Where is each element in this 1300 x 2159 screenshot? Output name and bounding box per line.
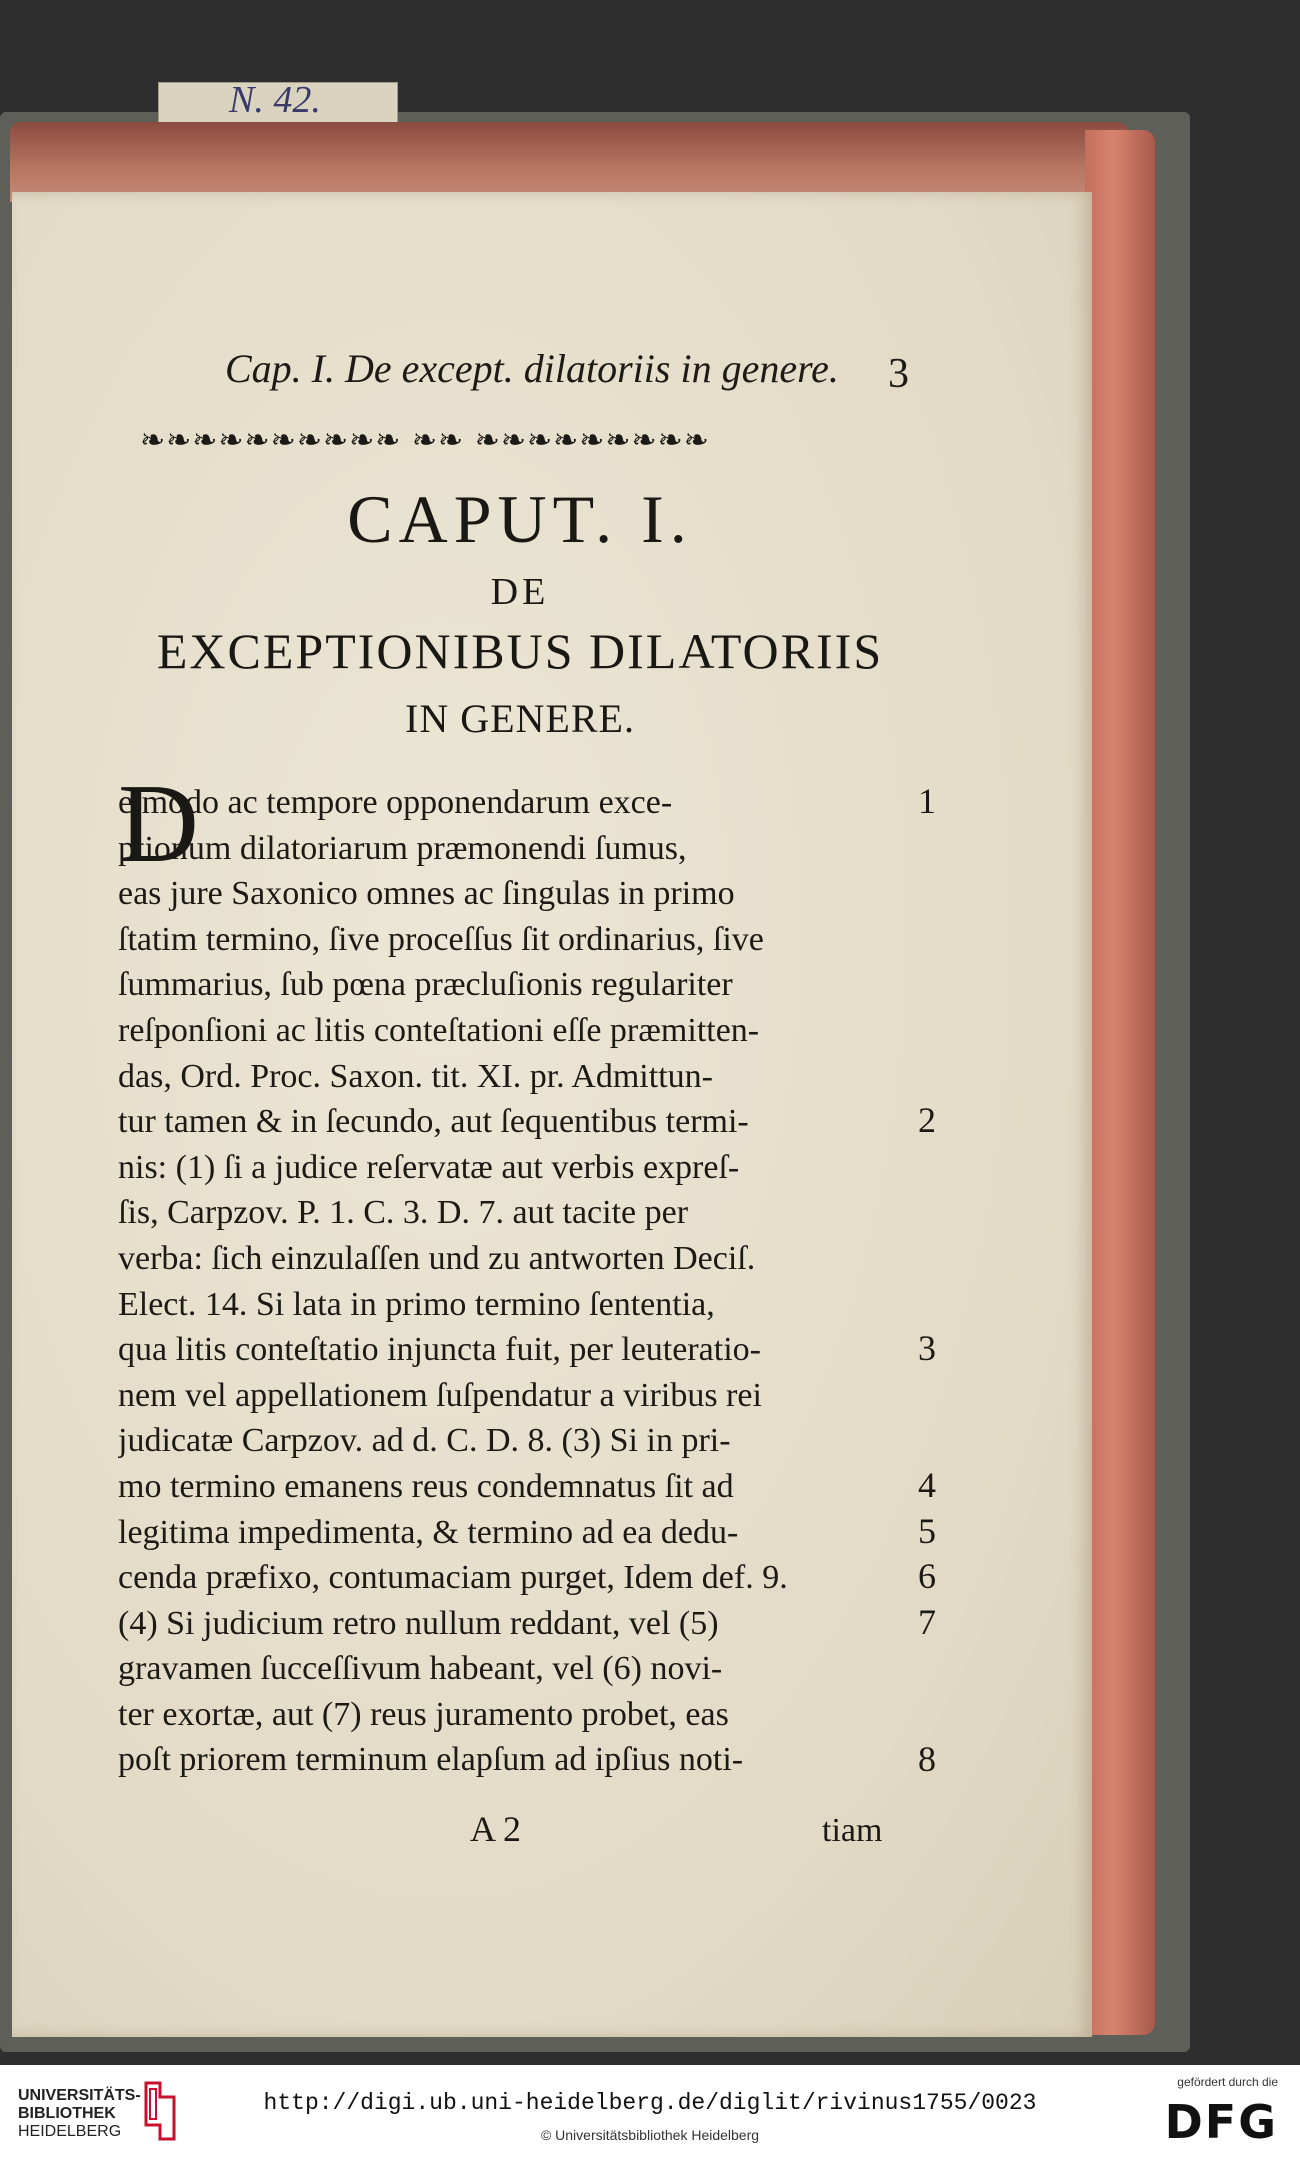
text-line: judicatæ Carpzov. ad d. C. D. 8. (3) Si in pri-: [118, 1422, 731, 1460]
margin-number: 3: [918, 1328, 936, 1369]
drop-capital: D: [118, 762, 199, 886]
margin-number: 6: [918, 1556, 936, 1597]
chapter-subtitle-main: EXCEPTIONIBUS DILATORIIS: [156, 623, 884, 679]
chapter-subtitle-de: DE: [490, 571, 550, 613]
text-line: reſponſioni ac litis conteſtationi eſſe præmitten-: [118, 1011, 760, 1049]
funder-caption: gefördert durch die: [1177, 2075, 1278, 2089]
page-edges-right: [1085, 130, 1155, 2035]
margin-number: 8: [918, 1738, 936, 1779]
margin-number: 4: [918, 1465, 936, 1505]
copyright-notice: © Universitätsbibliothek Heidelberg: [540, 2127, 760, 2143]
text-line: Elect. 14. Si lata in primo termino ſententia,: [118, 1285, 715, 1323]
text-line: tur tamen & in ſecundo, aut ſequentibus termi-: [118, 1103, 749, 1141]
ornament-border: ❧❧❧❧❧❧❧❧❧❧ ❧❧ ❧❧❧❧❧❧❧❧❧: [140, 423, 710, 458]
text-line: (4) Si judicium retro nullum reddant, vel (5): [118, 1604, 719, 1642]
library-name-line3: HEIDELBERG: [18, 2123, 122, 2140]
dfg-logo: DFG: [1164, 2095, 1278, 2149]
margin-number: 1: [918, 781, 936, 821]
text-line: ſis, Carpzov. P. 1. C. 3. D. 7. aut tacite per: [118, 1194, 689, 1232]
text-line: verba: ſich einzulaſſen und zu antworten Deciſ.: [118, 1239, 756, 1277]
text-line: ter exortæ, aut (7) reus juramento probet, eas: [118, 1695, 729, 1733]
page-number: 3: [888, 351, 909, 397]
text-line: nem vel appellationem ſuſpendatur a viribus rei: [118, 1376, 762, 1414]
margin-number: 5: [918, 1510, 936, 1551]
text-line: das, Ord. Proc. Saxon. tit. XI. pr. Admittun-: [118, 1057, 713, 1095]
library-name-line1: UNIVERSITÄTS-: [18, 2087, 141, 2104]
margin-number: 7: [918, 1601, 936, 1642]
text-line: ſummarius, ſub pœna præcluſionis regulariter: [118, 966, 733, 1004]
library-name-line2: BIBLIOTHEK: [18, 2105, 116, 2122]
chapter-subtitle-genre: IN GENERE.: [405, 696, 635, 741]
text-line: eas jure Saxonico omnes ac ſingulas in primo: [118, 875, 735, 913]
text-line: e modo ac tempore opponendarum exce-: [118, 784, 673, 821]
body-text: [118, 780, 908, 1783]
page-edges-top: [10, 122, 1128, 202]
chapter-title: CAPUT. I.: [347, 481, 693, 557]
text-line: qua litis conteſtatio injuncta fuit, per leuteratio-: [118, 1331, 761, 1369]
text-line: ſtatim termino, ſive proceſſus ſit ordinarius, ſive: [118, 920, 764, 958]
text-line: mo termino emanens reus condemnatus ſit ad: [118, 1467, 734, 1505]
text-line: legitima impedimenta, & termino ad ea dedu-: [118, 1513, 739, 1551]
text-line: gravamen ſucceſſivum habeant, vel (6) novi-: [118, 1650, 723, 1688]
permalink-url[interactable]: http://digi.ub.uni-heidelberg.de/diglit/rivinus1755/0023: [263, 2090, 1037, 2116]
viewer-footer: [0, 2065, 1300, 2159]
text-line: ptionum dilatoriarum præmonendi ſumus,: [118, 829, 687, 867]
margin-number: 2: [918, 1100, 936, 1141]
running-head: Cap. I. De except. dilatoriis in genere.: [225, 346, 839, 391]
shelf-label-text: N. 42.: [229, 79, 321, 121]
text-line: cenda præfixo, contumaciam purget, Idem def. 9.: [118, 1559, 788, 1597]
signature-mark: A 2: [470, 1809, 522, 1849]
text-line: nis: (1) ſi a judice reſervatæ aut verbis expreſ-: [118, 1148, 740, 1186]
text-line: poſt priorem terminum elapſum ad ipſius noti-: [118, 1741, 744, 1779]
catchword: tiam: [822, 1812, 883, 1849]
